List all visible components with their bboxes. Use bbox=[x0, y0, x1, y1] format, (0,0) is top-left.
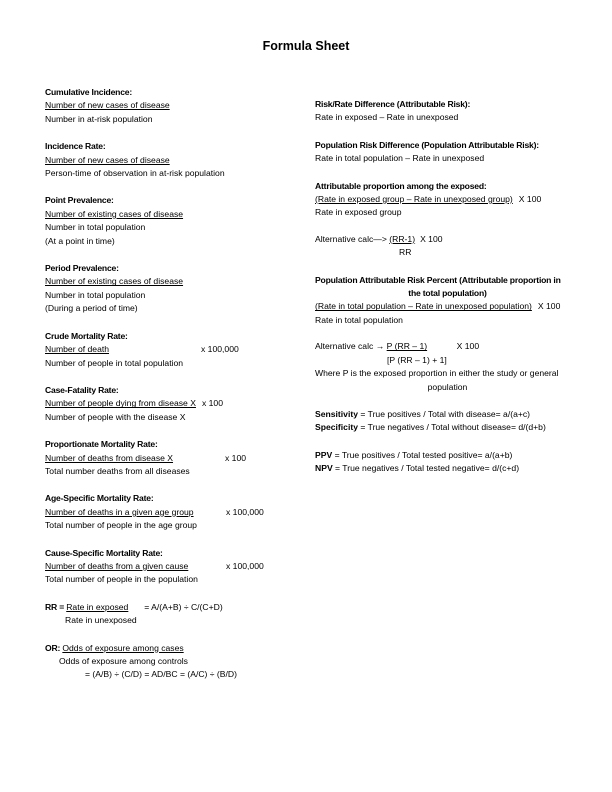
specificity-label: Specificity bbox=[315, 422, 358, 433]
proportionate-mortality-section bbox=[45, 438, 310, 478]
numerator: Number of existing cases of disease bbox=[45, 208, 184, 219]
alt-calc-label: Alternative calc bbox=[315, 341, 376, 352]
numerator: Odds of exposure among cases bbox=[62, 642, 184, 653]
case-fatality-section bbox=[45, 384, 310, 424]
denominator: Number in total population bbox=[45, 289, 146, 300]
section-heading: Attributable proportion among the exposed: bbox=[315, 180, 487, 191]
numerator: Number of existing cases of disease bbox=[45, 276, 184, 287]
numerator: Number of deaths in a given age group bbox=[45, 506, 194, 517]
denominator: Person-time of observation in at-risk population bbox=[45, 168, 225, 179]
section-heading: Crude Mortality Rate: bbox=[45, 330, 128, 341]
ppv-formula: = True positives / Total tested positive= a/(a+b) bbox=[332, 449, 513, 460]
sensitivity-formula: = True positives / Total with disease= a/(a+c) bbox=[358, 408, 531, 419]
period-prevalence-section bbox=[45, 262, 310, 316]
page-title: Formula Sheet bbox=[262, 39, 350, 53]
denominator: Number in total population bbox=[45, 222, 146, 233]
sensitivity-label: Sensitivity bbox=[315, 408, 358, 419]
multiplier: x 100,000 bbox=[226, 560, 264, 571]
alt-denominator: RR bbox=[399, 247, 412, 258]
section-heading-line2: the total population) bbox=[408, 288, 487, 299]
odds-ratio-section bbox=[45, 642, 310, 682]
arrow-right-icon: → bbox=[375, 341, 385, 352]
denominator: Rate in total population bbox=[315, 314, 403, 325]
alt-multiplier: X 100 bbox=[420, 233, 443, 244]
multiplier: x 100,000 bbox=[201, 344, 239, 355]
right-column bbox=[315, 98, 580, 490]
denominator: Total number deaths from all diseases bbox=[45, 465, 190, 476]
section-heading: Incidence Rate: bbox=[45, 141, 106, 152]
population-risk-difference-section bbox=[315, 139, 580, 166]
formula: = A/(A+B) ÷ C/(C+D) bbox=[144, 601, 223, 612]
section-heading: Period Prevalence: bbox=[45, 263, 119, 274]
npv-formula: = True negatives / Total tested negative= d/(c+d) bbox=[332, 463, 520, 474]
age-specific-section bbox=[45, 492, 310, 532]
numerator: Number of new cases of disease bbox=[45, 100, 170, 111]
numerator: Number of people dying from disease X bbox=[45, 398, 196, 409]
denominator: Number in at-risk population bbox=[45, 113, 153, 124]
ppv-label: PPV bbox=[315, 449, 333, 460]
alt-numerator: (RR-1) bbox=[389, 233, 416, 244]
numerator: (Rate in exposed group – Rate in unexposed group) bbox=[315, 194, 513, 205]
section-heading: Proportionate Mortality Rate: bbox=[45, 439, 158, 450]
cause-specific-section bbox=[45, 547, 310, 587]
point-prevalence-section bbox=[45, 194, 310, 248]
alt-numerator: P (RR – 1) bbox=[386, 341, 428, 352]
section-heading-line1: Population Attributable Risk Percent (Attributable proportion in bbox=[315, 274, 561, 285]
incidence-rate-section bbox=[45, 140, 310, 180]
section-heading: Case-Fatality Rate: bbox=[45, 384, 119, 395]
section-heading: Point Prevalence: bbox=[45, 195, 114, 206]
note: (During a period of time) bbox=[45, 303, 138, 314]
left-column bbox=[45, 86, 310, 696]
section-heading: Risk/Rate Difference (Attributable Risk): bbox=[315, 99, 471, 109]
alt-calc-label: Alternative calc—> bbox=[315, 233, 390, 244]
multiplier: X 100 bbox=[518, 194, 542, 205]
numerator: Number of deaths from disease X bbox=[45, 452, 174, 463]
denominator: Total number of people in the population bbox=[45, 574, 198, 585]
section-heading: Cause-Specific Mortality Rate: bbox=[45, 547, 163, 558]
denominator: Rate in unexposed bbox=[65, 615, 137, 626]
risk-difference-section bbox=[315, 98, 580, 125]
section-heading: Cumulative Incidence: bbox=[45, 87, 133, 97]
denominator: Odds of exposure among controls bbox=[59, 656, 188, 666]
numerator: (Rate in total population – Rate in unexposed population) bbox=[315, 301, 532, 312]
formula-text: Rate in total population – Rate in unexposed bbox=[315, 153, 485, 164]
denominator: Number of people with the disease X bbox=[45, 411, 186, 422]
where-note-line1: Where P is the exposed proportion in either the study or general bbox=[315, 368, 559, 379]
alt-multiplier: X 100 bbox=[456, 341, 480, 352]
rr-label: RR = bbox=[45, 601, 67, 612]
note: (At a point in time) bbox=[45, 235, 115, 246]
numerator: Number of death bbox=[45, 344, 110, 355]
or-label: OR: bbox=[45, 642, 63, 653]
denominator: Number of people in total population bbox=[45, 357, 184, 368]
alt-denominator: [P (RR – 1) + 1] bbox=[387, 354, 447, 365]
denominator: Rate in exposed group bbox=[315, 207, 402, 218]
relative-risk-section bbox=[45, 601, 310, 628]
npv-label: NPV bbox=[315, 463, 333, 474]
specificity-formula: = True negatives / Total without disease= d/(d+b) bbox=[358, 422, 546, 433]
attributable-proportion-section bbox=[315, 180, 580, 260]
section-heading: Population Risk Difference (Population Attributable Risk): bbox=[315, 139, 539, 150]
multiplier: x 100 bbox=[225, 452, 247, 463]
numerator: Number of new cases of disease bbox=[45, 154, 170, 165]
multiplier: x 100 bbox=[201, 398, 223, 409]
denominator: Total number of people in the age group bbox=[45, 520, 197, 531]
formula-text: Rate in exposed – Rate in unexposed bbox=[315, 112, 459, 123]
population-attributable-percent-section bbox=[315, 274, 580, 394]
multiplier: x 100,000 bbox=[226, 506, 264, 517]
multiplier: X 100 bbox=[537, 301, 561, 312]
where-note-line2: population bbox=[427, 381, 468, 392]
cumulative-incidence-section bbox=[45, 86, 310, 126]
sensitivity-specificity-section bbox=[315, 408, 580, 435]
numerator: Rate in exposed bbox=[66, 601, 129, 612]
formula: = (A/B) ÷ (C/D) = AD/BC = (A/C) ÷ (B/D) bbox=[85, 669, 237, 680]
crude-mortality-section bbox=[45, 330, 310, 370]
ppv-npv-section bbox=[315, 449, 580, 476]
section-heading: Age-Specific Mortality Rate: bbox=[45, 493, 154, 504]
numerator: Number of deaths from a given cause bbox=[45, 560, 189, 571]
